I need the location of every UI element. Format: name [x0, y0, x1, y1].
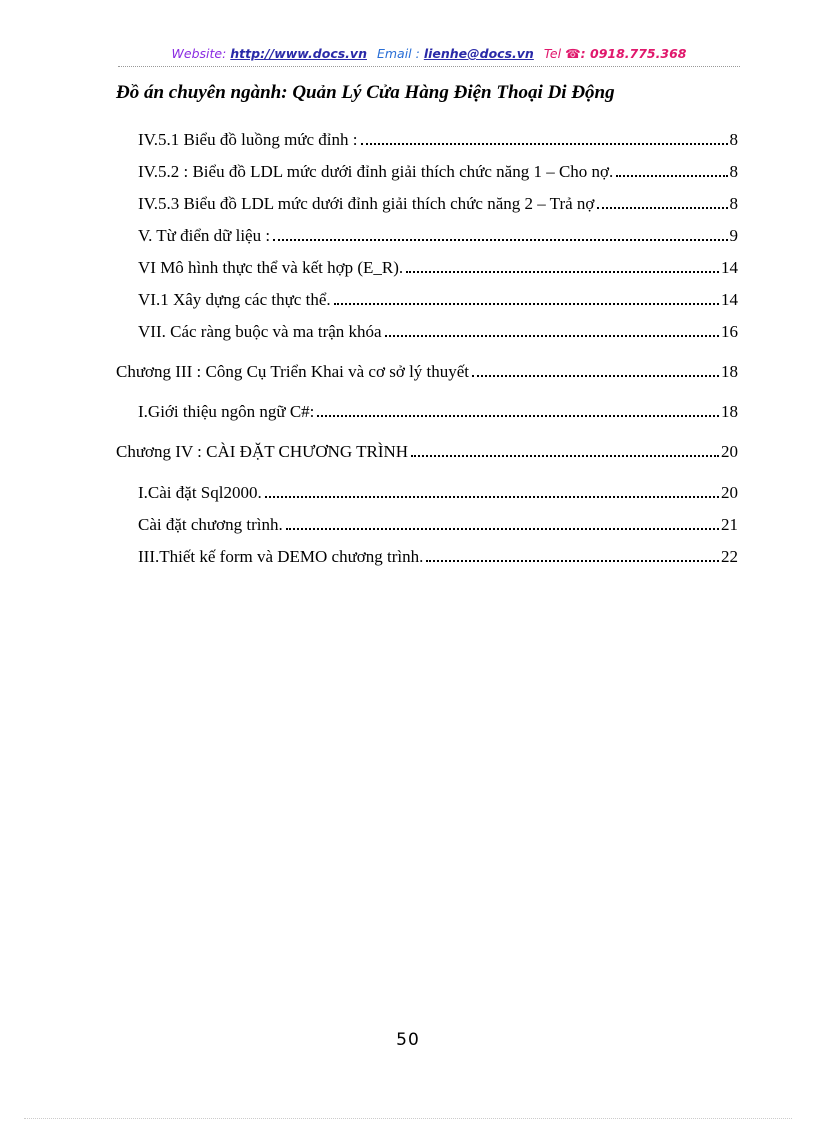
website-link[interactable]: http://www.docs.vn [230, 46, 367, 61]
toc-entry[interactable] [138, 160, 738, 184]
toc-entry-label: VI.1 Xây dựng các thực thể. [138, 290, 331, 309]
toc-entry[interactable] [138, 288, 738, 312]
toc-entry[interactable] [138, 513, 738, 537]
toc-entry-page: 16 [721, 322, 738, 341]
toc-entry-page: 14 [721, 258, 738, 277]
footer-divider [24, 1118, 792, 1119]
dot-leader [265, 496, 719, 498]
toc-entry-label: IV.5.1 Biểu đồ luồng mức đỉnh : [138, 130, 358, 149]
toc-entry[interactable] [138, 400, 738, 424]
dot-leader [406, 271, 719, 273]
page-number: 50 [396, 1030, 420, 1050]
toc-entry[interactable] [138, 128, 738, 152]
toc-entry-page: 20 [721, 442, 738, 461]
dot-leader [597, 207, 727, 209]
page-header [118, 46, 740, 67]
dot-leader [385, 335, 719, 337]
toc-entry-label: III.Thiết kế form và DEMO chương trình. [138, 547, 424, 566]
tel-number: : 0918.775.368 [580, 46, 687, 61]
toc-entry[interactable] [138, 545, 738, 569]
toc-entry-label: IV.5.3 Biểu đồ LDL mức dưới đỉnh giải thích chức năng 2 – Trả nợ [138, 194, 595, 213]
dot-leader [426, 560, 719, 562]
toc-chapter[interactable] [116, 440, 738, 464]
email-label: Email : [376, 46, 424, 61]
dot-leader [361, 143, 728, 145]
toc-entry-label: VI Mô hình thực thể và kết hợp (E_R). [138, 258, 404, 277]
toc-entry-label: VII. Các ràng buộc và ma trận khóa [138, 322, 382, 341]
toc-entry-label: V. Từ điển dữ liệu : [138, 226, 271, 245]
toc-entry-label: IV.5.2 : Biểu đồ LDL mức dưới đỉnh giải thích chức năng 1 – Cho nợ. [138, 162, 614, 181]
toc-entry[interactable] [138, 481, 738, 505]
dot-leader [334, 303, 719, 305]
toc-entry-page: 8 [729, 194, 738, 213]
toc-entry-page: 21 [721, 515, 738, 534]
toc-chapter[interactable] [116, 360, 738, 384]
toc-entry-label: I.Cài đặt Sql2000. [138, 483, 262, 502]
dot-leader [286, 528, 719, 530]
toc-entry-page: 20 [721, 483, 738, 502]
toc-entry[interactable] [138, 256, 738, 280]
toc-entry-page: 22 [721, 547, 738, 566]
toc-entry-label: Chương IV : CÀI ĐẶT CHƯƠNG TRÌNH [116, 442, 409, 461]
website-label: Website: [171, 46, 231, 61]
dot-leader [273, 239, 727, 241]
dot-leader [616, 175, 727, 177]
dot-leader [472, 375, 719, 377]
tel-label: Tel [543, 46, 566, 61]
email-link[interactable]: lienhe@docs.vn [423, 46, 534, 61]
dot-leader [317, 415, 719, 417]
toc-entry-page: 14 [721, 290, 738, 309]
telephone-icon: ☎ [565, 46, 581, 61]
toc-entry-page: 18 [721, 402, 738, 421]
toc-entry-page: 8 [729, 162, 738, 181]
toc-entry-label: I.Giới thiệu ngôn ngữ C#: [138, 402, 315, 421]
toc-entry[interactable] [138, 224, 738, 248]
toc-entry-page: 18 [721, 362, 738, 381]
toc-entry-page: 8 [729, 130, 738, 149]
toc-entry-label: Cài đặt chương trình. [138, 515, 283, 534]
toc-entry-label: Chương III : Công Cụ Triển Khai và cơ sở lý thuyết [116, 362, 470, 381]
dot-leader [411, 455, 719, 457]
document-title: Đồ án chuyên ngành: Quản Lý Cửa Hàng Điện Thoại Di Động [116, 82, 615, 103]
toc-entry[interactable] [138, 320, 738, 344]
toc-entry-page: 9 [729, 226, 738, 245]
toc-entry[interactable] [138, 192, 738, 216]
